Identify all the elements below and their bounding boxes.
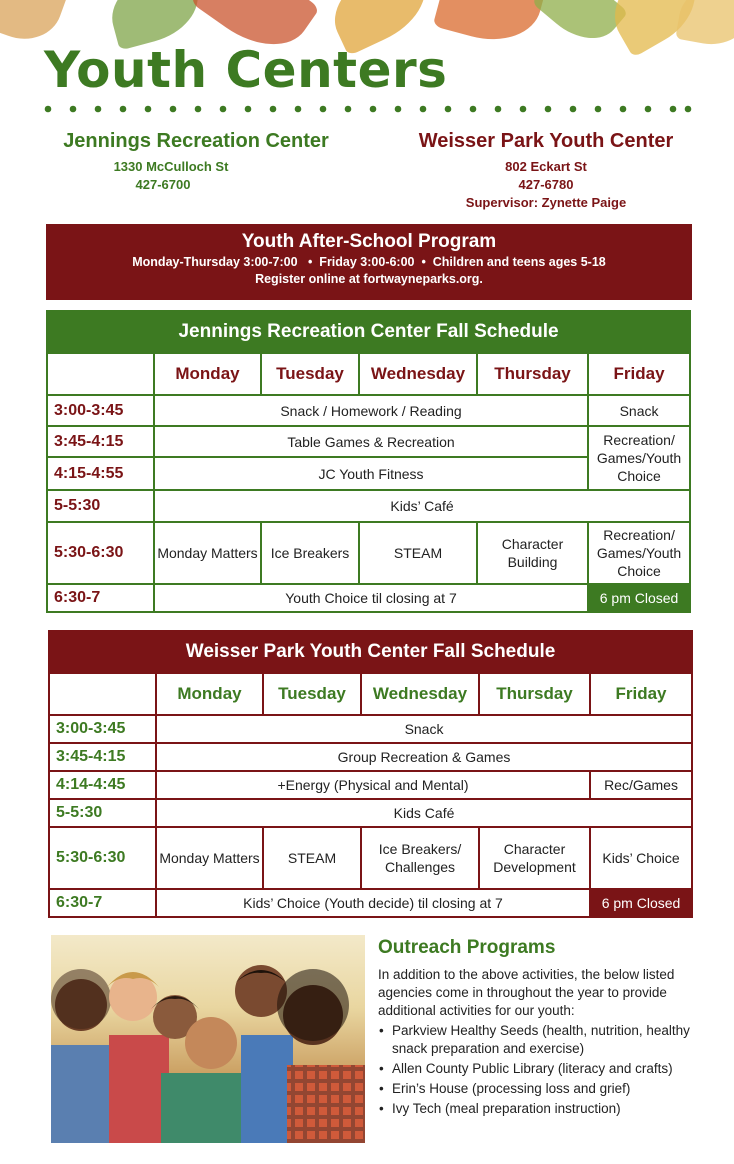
list-item: • Erin’s House (processing loss and grief) — [378, 1080, 696, 1098]
day-header-thursday: Thursday — [477, 353, 588, 395]
activity-cell: Kids Café — [156, 799, 692, 827]
program-hours: Monday-Thursday 3:00-7:00 • Friday 3:00-6:00 • Children and teens ages 5-18 — [132, 255, 606, 269]
weisser-phone: 427-6780 — [518, 177, 574, 192]
time-slot: 5:30-6:30 — [49, 827, 156, 889]
jennings-center-info — [46, 128, 346, 194]
day-header-wednesday: Wednesday — [359, 353, 477, 395]
leaf-icon — [675, 0, 734, 51]
time-slot: 3:00-3:45 — [49, 715, 156, 743]
time-slot: 5-5:30 — [49, 799, 156, 827]
dotted-divider — [42, 103, 694, 115]
corner-cell — [49, 673, 156, 715]
corner-cell — [47, 353, 154, 395]
list-item: • Allen County Public Library (literacy and crafts) — [378, 1060, 696, 1078]
page-title: Youth Centers — [44, 41, 448, 99]
day-header-monday: Monday — [154, 353, 261, 395]
weisser-address: 802 Eckart St — [505, 159, 587, 174]
activity-cell: Table Games & Recreation — [154, 426, 588, 457]
activity-cell: Youth Choice til closing at 7 — [154, 584, 588, 612]
outreach-section — [378, 936, 696, 1120]
weisser-schedule-table — [48, 630, 693, 918]
outreach-intro: In addition to the above activities, the below listed agencies come in throughout the year to provide additional activities for our youth: — [378, 967, 675, 1018]
list-item: • Ivy Tech (meal preparation instruction) — [378, 1100, 696, 1118]
time-slot: 6:30-7 — [47, 584, 154, 612]
day-header-thursday: Thursday — [479, 673, 590, 715]
kids-illustration — [51, 935, 365, 1143]
time-slot: 6:30-7 — [49, 889, 156, 917]
outreach-title: Outreach Programs — [378, 937, 556, 958]
jennings-name: Jennings Recreation Center — [63, 130, 329, 152]
leaf-icon — [433, 0, 548, 52]
kids-group-photo — [51, 935, 365, 1143]
after-school-program-banner — [46, 224, 692, 300]
jennings-address: 1330 McCulloch St — [113, 159, 229, 174]
time-slot: 3:45-4:15 — [47, 426, 154, 457]
monday-activity: Monday Matters — [156, 827, 263, 889]
day-header-friday: Friday — [590, 673, 692, 715]
list-item: • Parkview Healthy Seeds (health, nutrition, healthy snack preparation and exercise) — [378, 1022, 696, 1058]
jennings-phone: 427-6700 — [135, 177, 191, 192]
day-header-tuesday: Tuesday — [263, 673, 361, 715]
time-slot: 3:45-4:15 — [49, 743, 156, 771]
weisser-center-info — [400, 128, 692, 212]
time-slot: 5:30-6:30 — [47, 522, 154, 584]
day-header-monday: Monday — [156, 673, 263, 715]
program-register: Register online at fortwayneparks.org. — [255, 272, 483, 286]
program-title: Youth After-School Program — [241, 231, 497, 252]
jennings-schedule-title: Jennings Recreation Center Fall Schedule — [47, 311, 690, 353]
activity-cell: Group Recreation & Games — [156, 743, 692, 771]
friday-activity: Recreation/ Games/Youth Choice — [588, 522, 690, 584]
day-header-tuesday: Tuesday — [261, 353, 359, 395]
time-slot: 4:15-4:55 — [47, 457, 154, 490]
friday-activity: Recreation/ Games/Youth Choice — [588, 426, 690, 490]
activity-cell: JC Youth Fitness — [154, 457, 588, 490]
jennings-schedule-table — [46, 310, 691, 613]
friday-activity: Kids’ Choice — [590, 827, 692, 889]
tuesday-activity: STEAM — [263, 827, 361, 889]
activity-cell: Kids’ Choice (Youth decide) til closing at 7 — [156, 889, 590, 917]
outreach-list — [378, 1022, 696, 1118]
wednesday-activity: STEAM — [359, 522, 477, 584]
tuesday-activity: Ice Breakers — [261, 522, 359, 584]
thursday-activity: Character Building — [477, 522, 588, 584]
closed-cell: 6 pm Closed — [588, 584, 690, 612]
day-header-friday: Friday — [588, 353, 690, 395]
weisser-name: Weisser Park Youth Center — [418, 130, 674, 152]
time-slot: 5-5:30 — [47, 490, 154, 522]
activity-cell: Snack — [156, 715, 692, 743]
thursday-activity: Character Development — [479, 827, 590, 889]
closed-cell: 6 pm Closed — [590, 889, 692, 917]
activity-cell: Snack / Homework / Reading — [154, 395, 588, 426]
wednesday-activity: Ice Breakers/ Challenges — [361, 827, 479, 889]
friday-activity: Rec/Games — [590, 771, 692, 799]
leaf-icon — [532, 0, 629, 54]
time-slot: 3:00-3:45 — [47, 395, 154, 426]
monday-activity: Monday Matters — [154, 522, 261, 584]
friday-activity: Snack — [588, 395, 690, 426]
activity-cell: Kids’ Café — [154, 490, 690, 522]
time-slot: 4:14-4:45 — [49, 771, 156, 799]
weisser-supervisor: Supervisor: Zynette Paige — [465, 195, 627, 210]
activity-cell: +Energy (Physical and Mental) — [156, 771, 590, 799]
weisser-schedule-title: Weisser Park Youth Center Fall Schedule — [49, 631, 692, 673]
day-header-wednesday: Wednesday — [361, 673, 479, 715]
